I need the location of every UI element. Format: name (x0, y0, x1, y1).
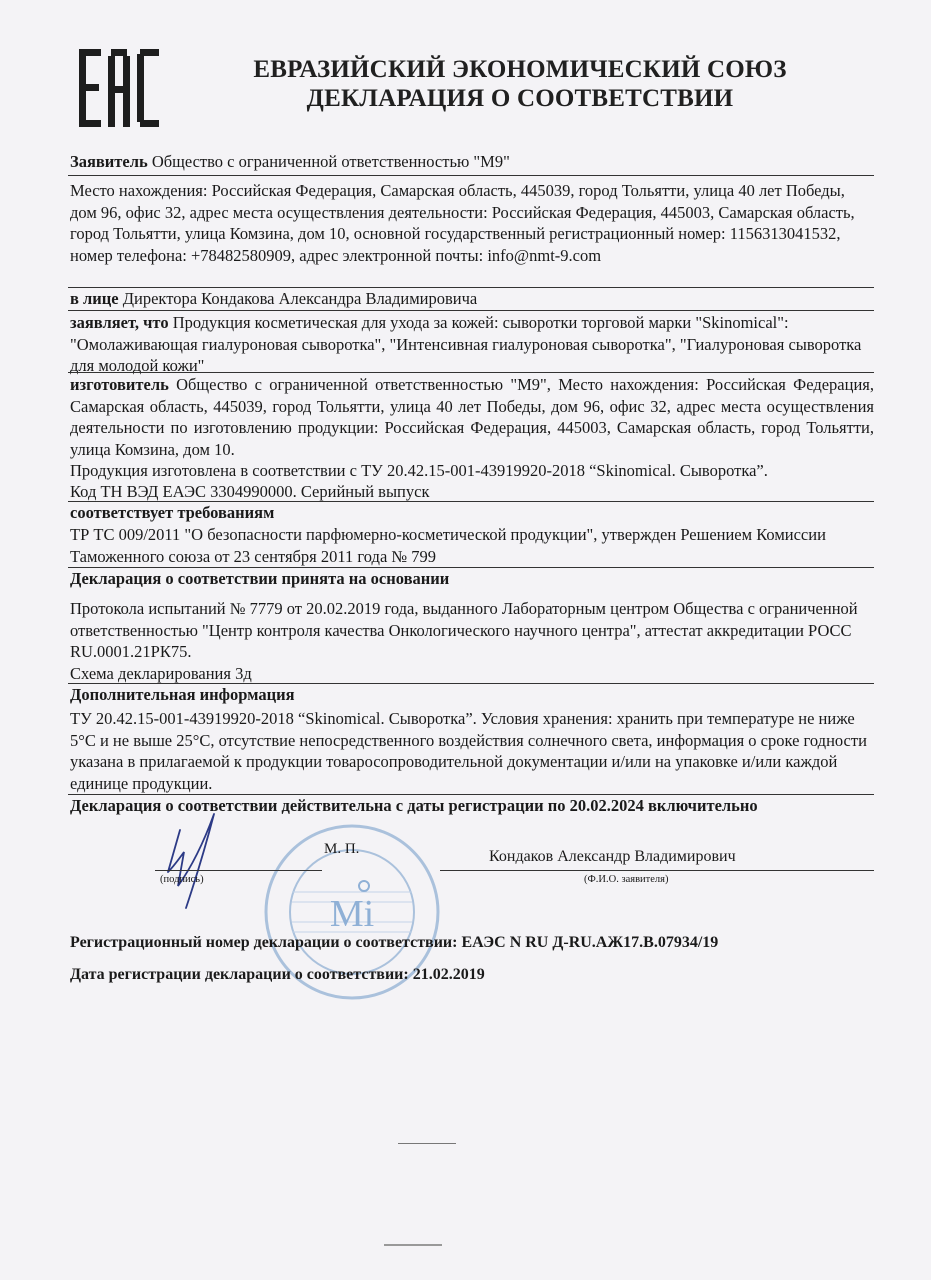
applicant-line (70, 151, 874, 173)
eac-logo-icon (78, 48, 160, 128)
applicant-address: Место нахождения: Российская Федерация, Самарская область, 445039, город Тольятти, улица 40 лет Победы, дом 96, офис 32, адрес места осуществления деятельности: Российская Федерация, 445003, Самарская область, город Тольятти, улица Комзина, дом 10, основной государственный регистрационный номер: 1156313041532, номер телефона: +78482580909, адрес электронной почты: info@nmt-9.com (70, 181, 855, 265)
declares-text: Продукция косметическая для ухода за кожей: сыворотки торговой марки "Skinomical": "Омолаживающая гиалуроновая сыворотка", "Интенсивная гиалуроновая сыворотка", "Гиалуроновая сыворотка для молодой кожи" (70, 313, 862, 375)
seal-place-label: М. П. (324, 841, 360, 857)
manufacturer-made-per: Продукция изготовлена в соответствии с ТУ 20.42.15-001-43919920-2018 “Skinomical. Сыворотка”. (70, 461, 768, 480)
manufacturer-block (70, 374, 874, 460)
name-caption: (Ф.И.О. заявителя) (584, 874, 669, 885)
declares-block (70, 312, 874, 377)
applicant-label: Заявитель (70, 152, 148, 171)
manufacturer-label: изготовитель (70, 375, 169, 394)
person-text: Директора Кондакова Александра Владимировича (118, 289, 478, 308)
additional-label-text: Дополнительная информация (70, 685, 295, 704)
document-title: ДЕКЛАРАЦИЯ О СООТВЕТСТВИИ (306, 85, 734, 112)
divider (68, 175, 874, 176)
union-title: ЕВРАЗИЙСКИЙ ЭКОНОМИЧЕСКИЙ СОЮЗ (253, 56, 787, 83)
registration-number: Регистрационный номер декларации о соответствии: ЕАЭС N RU Д-RU.АЖ17.В.07934/19 (70, 934, 719, 951)
manufacturer-text: Общество с ограниченной ответственностью "М9", Место нахождения: Российская Федерация, Самарская область, 445039, город Тольятти, улица 40 лет Победы, дом 96, офис 32, адрес места осуществления деятельности по изготовлению продукции: Российская Федерация, 445003, Самарская область, город Тольятти, улица Комзина, дом 10. (70, 375, 874, 459)
manufacturer-code: Код ТН ВЭД ЕАЭС 3304990000. Серийный выпуск (70, 482, 430, 501)
signature-caption: (подпись) (160, 874, 204, 885)
basis-scheme: Схема декларирования 3д (70, 664, 252, 683)
signature-line (155, 870, 322, 871)
basis-text: Протокола испытаний № 7779 от 20.02.2019 года, выданного Лабораторным центром Общества с ограниченной ответственностью "Центр контроля качества Онкологического научного центра", аттестат аккредитации РОСС RU.0001.21РК75. (70, 599, 858, 661)
validity-text: Декларация о соответствии действительна с даты регистрации по 20.02.2024 включительно (70, 796, 758, 815)
additional-label (70, 684, 874, 706)
registration-date: Дата регистрации декларации о соответствии: 21.02.2019 (70, 966, 485, 983)
requirements-text: ТР ТС 009/2011 "О безопасности парфюмерно-косметической продукции", утвержден Решением Комиссии Таможенного союза от 23 сентября 2011 года № 799 (70, 525, 826, 566)
requirements-label (70, 502, 874, 524)
person-label: в лице (70, 289, 119, 308)
additional-text: ТУ 20.42.15-001-43919920-2018 “Skinomical. Сыворотка”. Условия хранения: хранить при температуре не ниже 5°С и не выше 25°С, отсутствие непосредственного воздействия солнечного света, информация о сроке годности указана в прилагаемой к продукции товаросопроводительной документации и/или на упаковке и/или каждой единице продукции. (70, 709, 867, 793)
declares-label: заявляет, что (70, 313, 169, 332)
basis-label (70, 568, 874, 590)
stamp-logo: Mi (329, 893, 375, 935)
applicant-name: Общество с ограниченной ответственностью "М9" (147, 152, 510, 171)
name-line (440, 870, 874, 871)
divider (68, 310, 874, 311)
signer-name: Кондаков Александр Владимирович (489, 848, 736, 865)
basis-label-text: Декларация о соответствии принята на основании (70, 569, 450, 588)
person-line (70, 288, 874, 310)
signature-scribble-icon (150, 808, 240, 912)
divider (68, 372, 874, 373)
requirements-label-text: соответствует требованиям (70, 503, 275, 522)
scan-mark (384, 1244, 442, 1246)
scan-mark (398, 1143, 456, 1144)
